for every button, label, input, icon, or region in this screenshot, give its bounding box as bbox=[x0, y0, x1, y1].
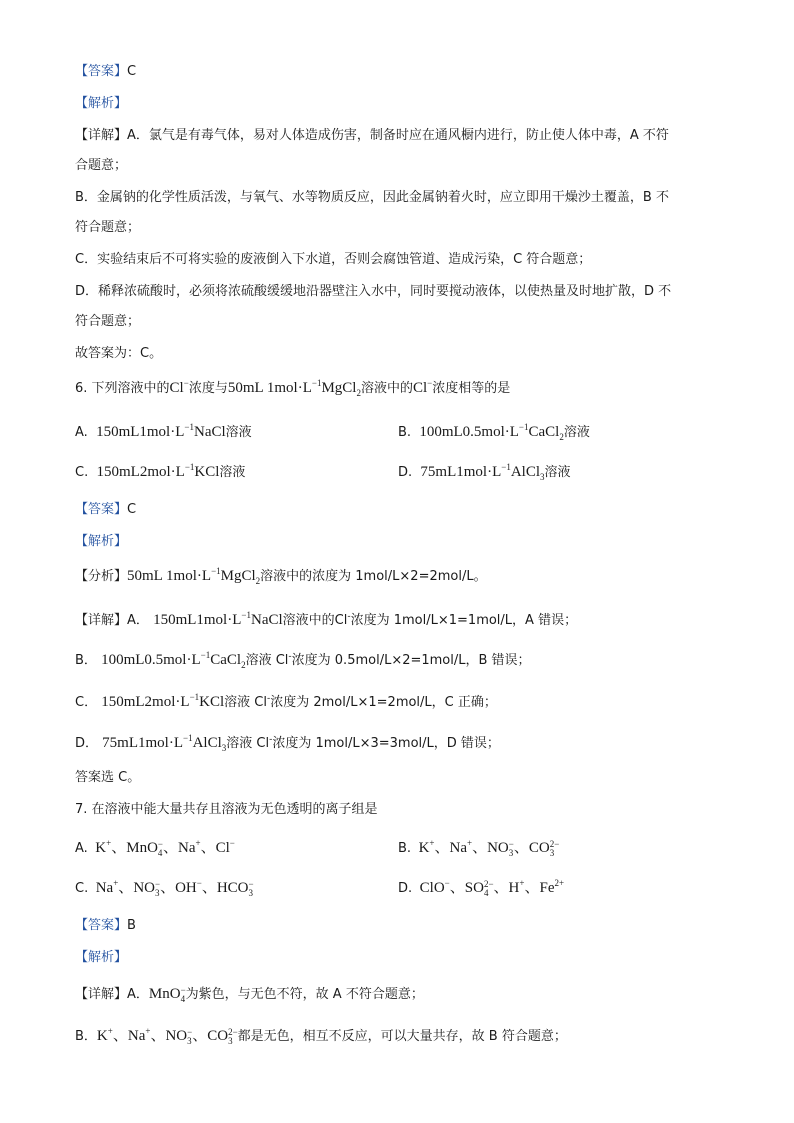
q5-answer-line bbox=[75, 62, 136, 82]
q5-analysis-line bbox=[75, 94, 127, 114]
q6-option-a: A. $150mL1mol\cdot L^{-1}NaCl$溶液 bbox=[75, 422, 252, 440]
q5-detail-d2: 符合题意； bbox=[75, 314, 141, 329]
analysis-tag: 【解析】 bbox=[75, 534, 128, 549]
q6-detail-d: D． $75mL1mol\cdot L^{-1}AlCl_3$溶液 Cl-浓度为 1mol/L×3=3mol/L，D 错误； bbox=[75, 733, 500, 753]
q6-option-c: C. $150mL2mol\cdot L^{-1}KCl$溶液 bbox=[75, 462, 246, 480]
q7-option-b: B. K+、Na+、NO − 3 、CO 2− 3 bbox=[398, 838, 560, 858]
q7-answer-line bbox=[75, 916, 136, 936]
answer-value: C bbox=[127, 502, 137, 517]
q6-detail-c: C． $150mL2mol\cdot L^{-1}KCl$溶液 Cl-浓度为 2mol/L×1=2mol/L，C 正确； bbox=[75, 692, 497, 710]
q6-conclusion: 答案选 C。 bbox=[75, 770, 141, 785]
q5-detail-d1: D．稀释浓硫酸时，必须将浓硫酸缓缓地沿器壁注入水中，同时要搅动液体，以使热量及时地扩散，D 不 bbox=[75, 284, 672, 299]
q6-option-d: D. $75mL1mol\cdot L^{-1}AlCl_3$溶液 bbox=[398, 462, 571, 482]
analysis-tag: 【解析】 bbox=[75, 950, 128, 965]
q5-detail-a2: 合题意； bbox=[75, 158, 128, 173]
answer-tag: 【答案】 bbox=[75, 64, 128, 79]
q6-detail-a: 【详解】A． $150mL1mol\cdot L^{-1}NaCl$溶液中的Cl-浓度为 1mol/L×1=1mol/L，A 错误； bbox=[75, 610, 578, 628]
q7-option-d: D. ClO−、SO 2− 4 、H+、$Fe^{2+}$ bbox=[398, 878, 565, 898]
q6-option-b: B. $100mL0.5mol\cdot L^{-1}CaCl_2$溶液 bbox=[398, 422, 590, 442]
q5-detail-a1 bbox=[75, 126, 669, 146]
mgcl2-formula: 50mL $1mol\cdot L^{-1}MgCl_2$ bbox=[227, 378, 361, 398]
answer-value: C bbox=[127, 64, 137, 79]
answer-tag: 【答案】 bbox=[75, 918, 128, 933]
stem-mid: 浓度与 bbox=[188, 381, 228, 396]
q6-answer-line bbox=[75, 500, 136, 520]
stem-end: 浓度相等的是 bbox=[432, 381, 511, 396]
q7-stem: 7. 在溶液中能大量共存且溶液为无色透明的离子组是 bbox=[75, 802, 378, 817]
q7-option-c: C. Na+、NO − 3 、OH−、HCO − 3 bbox=[75, 878, 254, 898]
q5-detail-b1: B．金属钠的化学性质活泼，与氧气、水等物质反应，因此金属钠着火时，应立即用干燥沙土覆盖，B 不 bbox=[75, 190, 669, 205]
q7-detail-a: 【详解】A．MnO − 4 为紫色，与无色不符，故 A 不符合题意； bbox=[75, 984, 424, 1004]
chloride-ion: Cl− bbox=[169, 378, 189, 396]
q6-analyze-line: 【分析】50mL $1mol\cdot L^{-1}MgCl_2$溶液中的浓度为 1mol/L×2=2mol/L。 bbox=[75, 566, 487, 586]
q6-detail-b: B． $100mL0.5mol\cdot L^{-1}CaCl_2$溶液 Cl-浓度为 0.5mol/L×2=1mol/L，B 错误； bbox=[75, 650, 531, 670]
q5-conclusion: 故答案为：C。 bbox=[75, 346, 163, 361]
chloride-ion-2: Cl− bbox=[412, 378, 433, 396]
q6-stem bbox=[75, 378, 510, 399]
q7-detail-b: B．K+、Na+、NO − 3 、CO 2− 3 都是无色，相互不反应，可以大量共存，故 B 符合题意； bbox=[75, 1026, 567, 1046]
stem-mid-2: 溶液中的 bbox=[360, 381, 413, 396]
answer-tag: 【答案】 bbox=[75, 502, 128, 517]
q7-analysis-line bbox=[75, 948, 127, 968]
analysis-tag: 【解析】 bbox=[75, 96, 128, 111]
detail-tag: 【详解】 bbox=[75, 128, 128, 143]
detail-a-text: A．氯气是有毒气体，易对人体造成伤害，制备时应在通风橱内进行，防止使人体中毒，A 不符 bbox=[127, 128, 669, 143]
stem-prefix: 6. 下列溶液中的 bbox=[75, 381, 170, 396]
q5-detail-b2: 符合题意； bbox=[75, 220, 141, 235]
q6-analysis-line bbox=[75, 532, 127, 552]
q5-detail-c: C．实验结束后不可将实验的废液倒入下水道，否则会腐蚀管道、造成污染，C 符合题意； bbox=[75, 252, 592, 267]
answer-value: B bbox=[127, 918, 136, 933]
q7-option-a: A. K+、MnO − 4 、Na+、Cl− bbox=[75, 838, 235, 858]
